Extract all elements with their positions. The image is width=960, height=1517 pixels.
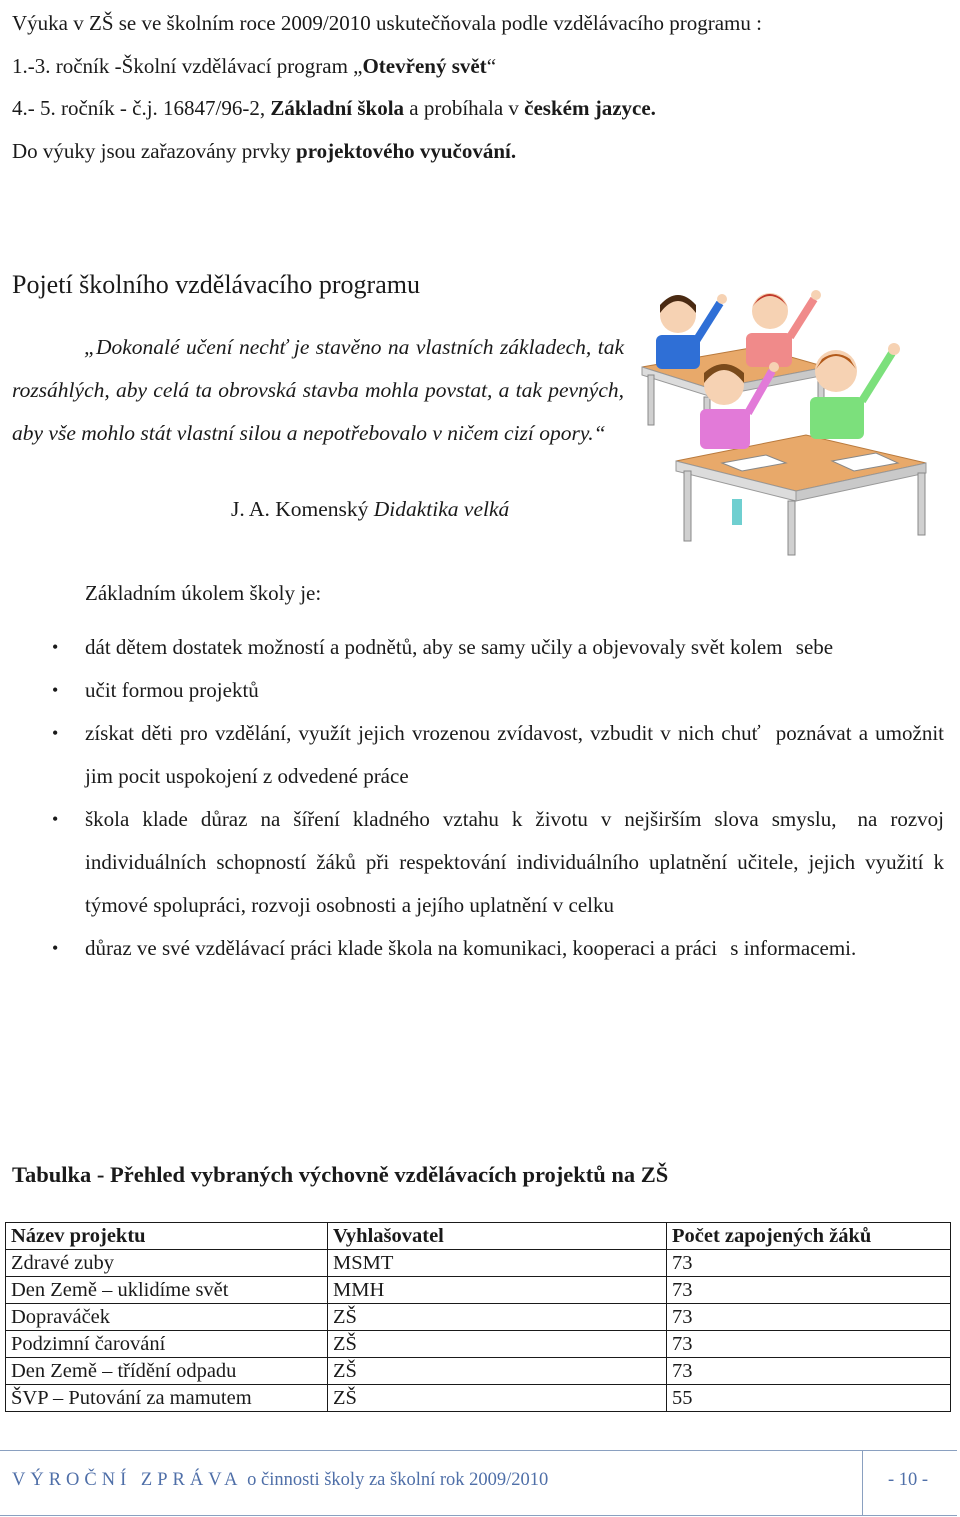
table-cell: MMH bbox=[328, 1277, 667, 1304]
bullet-dot-icon: • bbox=[52, 637, 59, 657]
table-cell: 73 bbox=[667, 1277, 951, 1304]
intro-text: Do výuky jsou zařazovány prvky bbox=[12, 138, 297, 163]
bullet-dot-icon: • bbox=[52, 809, 59, 829]
goal-text-continued: na rozvoj individuálních schopností žáků při respektování individuálního uplatnění učitele, jejich využití k týmové spolupráci, rozvoji osobnosti a jejího uplatnění v celku bbox=[85, 807, 944, 917]
table-header-cell: Počet zapojených žáků bbox=[667, 1223, 951, 1250]
section-heading: Pojetí školního vzdělávacího programu bbox=[12, 270, 420, 299]
intro-line bbox=[12, 2, 942, 45]
table-header-row bbox=[6, 1223, 951, 1250]
goals-list bbox=[52, 626, 944, 970]
goal-text: získat děti pro vzdělání, využít jejich vrozenou zvídavost, vzbudit v nich chuť bbox=[85, 721, 761, 745]
table-header-cell: Vyhlašovatel bbox=[328, 1223, 667, 1250]
intro-text: “ bbox=[486, 53, 497, 78]
table-cell: 55 bbox=[667, 1385, 951, 1412]
goal-text: škola klade důraz na šíření kladného vztahu k životu v nejširším slova smyslu, bbox=[85, 807, 837, 831]
intro-block bbox=[12, 2, 942, 172]
table-cell: ZŠ bbox=[328, 1385, 667, 1412]
table-row bbox=[6, 1358, 951, 1385]
page-number: - 10 - bbox=[888, 1470, 929, 1490]
bullet-dot-icon: • bbox=[52, 938, 59, 958]
intro-line bbox=[12, 130, 942, 173]
table-cell: ZŠ bbox=[328, 1304, 667, 1331]
table-cell: 73 bbox=[667, 1331, 951, 1358]
goal-text-continued: poznávat a umožnit jim pocit uspokojení z odvedené práce bbox=[85, 721, 944, 788]
footer-rule bbox=[0, 1450, 957, 1451]
table-cell: ŠVP – Putování za mamutem bbox=[6, 1385, 328, 1412]
quote-text bbox=[12, 326, 624, 455]
table-cell: Dopraváček bbox=[6, 1304, 328, 1331]
intro-bold: Základní škola bbox=[270, 96, 405, 120]
classroom-children-illustration bbox=[636, 285, 932, 557]
goal-item bbox=[52, 798, 944, 927]
table-cell: Den Země – třídění odpadu bbox=[6, 1358, 328, 1385]
intro-text: Výuka v ZŠ se ve školním roce 2009/2010 uskutečňovala podle vzdělávacího programu : bbox=[12, 11, 762, 35]
goal-item bbox=[52, 626, 944, 669]
bullet-dot-icon: • bbox=[52, 723, 59, 743]
quote-author: J. A. Komenský bbox=[231, 497, 369, 521]
goal-text: dát dětem dostatek možností a podnětů, aby se samy učily a objevovaly svět kolem bbox=[85, 635, 783, 659]
footer-title bbox=[12, 1470, 548, 1491]
table-row bbox=[6, 1304, 951, 1331]
table-cell: Zdravé zuby bbox=[6, 1250, 328, 1277]
projects-table bbox=[5, 1222, 951, 1412]
intro-line bbox=[12, 45, 942, 88]
footer-rule bbox=[0, 1515, 957, 1516]
table-cell: 73 bbox=[667, 1304, 951, 1331]
boy-back-figure bbox=[746, 290, 821, 367]
goal-item bbox=[52, 927, 944, 970]
table-cell: 73 bbox=[667, 1250, 951, 1277]
intro-bold: českém jazyce. bbox=[524, 96, 656, 120]
table-cell: 73 bbox=[667, 1358, 951, 1385]
intro-bold: Otevřený svět bbox=[362, 53, 487, 78]
goal-text: důraz ve své vzdělávací práci klade škola na komunikaci, kooperaci a práci bbox=[85, 936, 718, 960]
goal-item bbox=[52, 669, 944, 712]
intro-line bbox=[12, 87, 942, 130]
bullet-dot-icon: • bbox=[52, 680, 59, 700]
footer-rest: o činnosti školy za školní rok 2009/2010 bbox=[242, 1470, 549, 1490]
table-cell: ZŠ bbox=[328, 1331, 667, 1358]
footer-caps: VÝROČNÍ ZPRÁVA bbox=[12, 1470, 243, 1490]
goals-intro: Základním úkolem školy je: bbox=[85, 581, 322, 605]
goal-text: učit formou projektů bbox=[85, 678, 259, 702]
table-row bbox=[6, 1385, 951, 1412]
table-cell: MSMT bbox=[328, 1250, 667, 1277]
table-cell: Podzimní čarování bbox=[6, 1331, 328, 1358]
intro-bold: projektového vyučování. bbox=[296, 138, 517, 163]
quote-attribution bbox=[231, 497, 509, 522]
intro-text: 1.-3. ročník -Školní vzdělávací program „ bbox=[12, 53, 363, 78]
table-cell: Den Země – uklidíme svět bbox=[6, 1277, 328, 1304]
table-cell: ZŠ bbox=[328, 1358, 667, 1385]
footer-separator bbox=[862, 1450, 863, 1516]
quote-book: Didaktika velká bbox=[373, 497, 510, 521]
table-header-cell: Název projektu bbox=[6, 1223, 328, 1250]
intro-text: a probíhala v bbox=[404, 96, 525, 120]
table-caption: Tabulka - Přehled vybraných výchovně vzdělávacích projektů na ZŠ bbox=[12, 1162, 669, 1187]
desk-front bbox=[676, 435, 926, 555]
table-row bbox=[6, 1250, 951, 1277]
quote-body: „Dokonalé učení nechť je stavěno na vlastních základech, tak rozsáhlých, aby celá ta obrovská stavba mohla povstat, a tak pevných, aby vše mohlo stát vlastní silou a nepotřebovalo v ničem cizí opory.“ bbox=[12, 335, 624, 445]
table-row bbox=[6, 1277, 951, 1304]
goal-text-continued: s informacemi. bbox=[730, 936, 857, 960]
goal-item bbox=[52, 712, 944, 798]
page-footer bbox=[0, 1450, 957, 1516]
table-row bbox=[6, 1331, 951, 1358]
intro-text: 4.- 5. ročník - č.j. 16847/96-2, bbox=[12, 96, 271, 120]
goal-text-continued: sebe bbox=[795, 635, 834, 659]
